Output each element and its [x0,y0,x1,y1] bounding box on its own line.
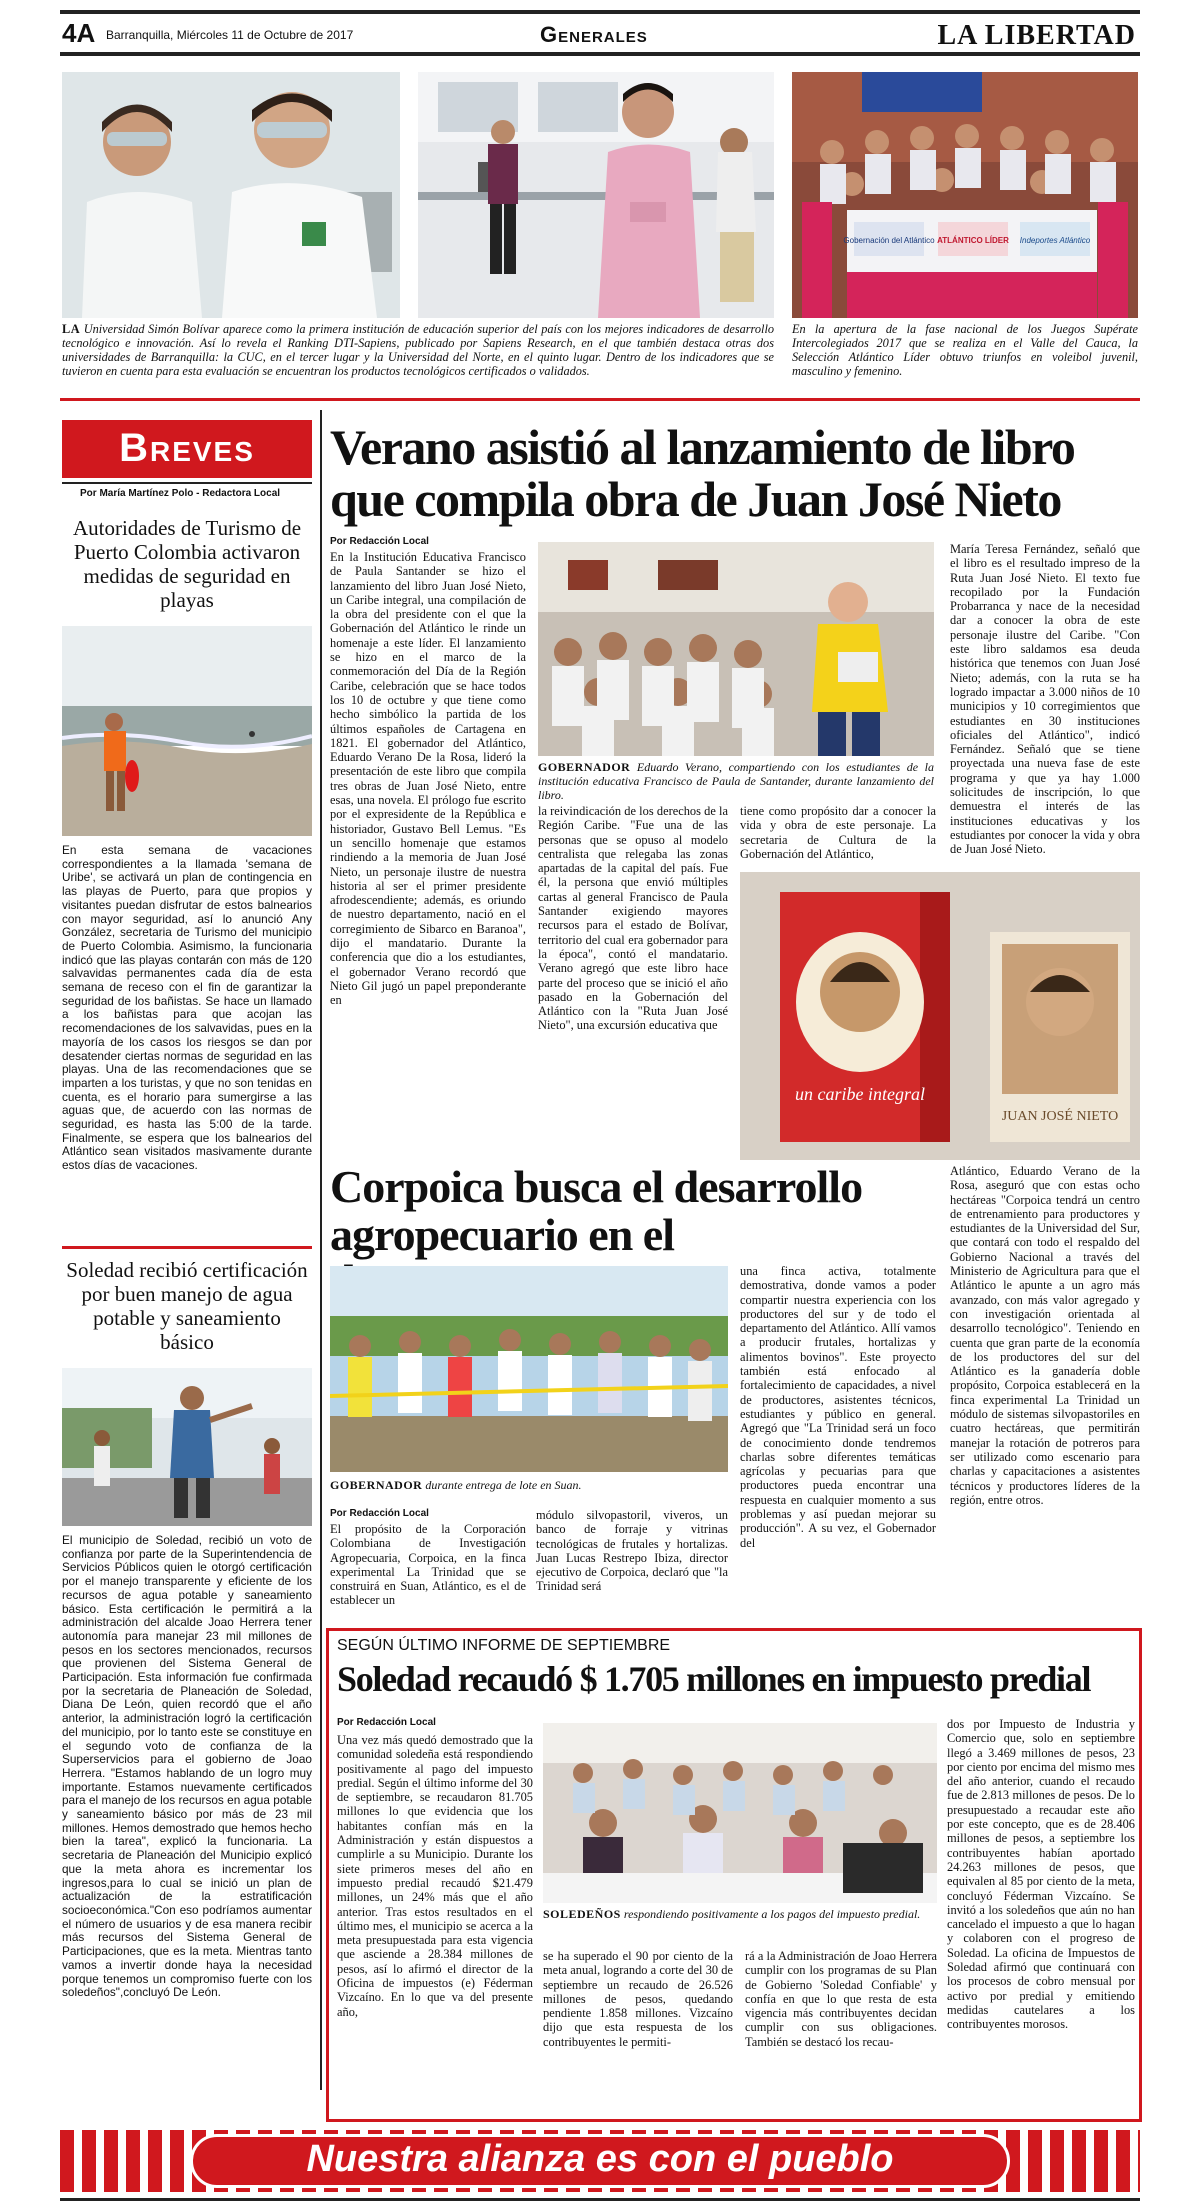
sidebar-separator [320,410,322,2090]
photo-corpoica-ribbon [330,1266,728,1472]
soledad-caption: SOLEDEÑOS respondiendo positivamente a los pagos del impuesto predial. [543,1907,921,1921]
page-number: 4A [62,18,96,48]
book-left-text: un caribe integral [795,1084,925,1104]
soledad-col-4: dos por Impuesto de Industria y Comercio que, solo en septiembre llegó a 3.469 millones de pesos, 23 por ciento por encima del mismo mes del año anterior, cuando el recaudo fue de 2.813 millones de pesos. De lo presupuestado a recaudar este año por este concepto, que es de 28.406 millones de pesos, a septiembre los contribuyentes habían aportado 24.263 millones de pesos, que equivalen al 85 por ciento de la meta, concluyó Féderman Vizcaíno. Se invitó a los soledeños que aún no han cancelado el impuesto a que lo hagan y colaboren con el progreso de Soledad. La oficina de Impuestos de Soledad afirmó que continuará con los procesos de cobro mensual por activo por predial y emitiendo medidas cautelares a los contribuyentes morosos. [947,1717,1135,2032]
banner-text-gobernacion: Gobernación del Atlántico [843,236,935,245]
photo-soledad-taxpayers [543,1723,937,1903]
corpoica-byline: Por Redacción Local [330,1508,429,1519]
verano-col-4: María Teresa Fernández, señaló que el libro es el resultado impreso de la Ruta Juan José Nieto. El texto fue recopilado por la Fundación Probarranca y nace de la necesidad dar a conocer la obra de este personaje ilustre del Caribe. "Con este libro saldamos esa deuda histórica que tenemos con Juan José Nieto; además, con la ruta se ha logrado impactar a 3.000 niños de 10 municipios y 10 corregimientos que estudiantes en 30 instituciones oficiales del Atlántico", indicó Fernández. Señaló que se tiene proyectada una nueva fase de este programa y que ya hay 1.000 solicitudes de inscripción, lo que demuestra el interés de las instituciones educativas y los estudiantes por conocer la vida y obra de Juan José Nieto. [950,542,1140,857]
photo-office [418,72,774,318]
soledad-col-3: rá a la Administración de Joao Herrera cumplir con los programas de su Plan de Gobierno 'Soledad Confiable' y confía en que lo que resta de esta vigencia más contribuyentes decidan cumplir con sus obligaciones. También se destacó los recau- [745,1949,937,2049]
top-section-rule [60,398,1140,401]
verano-headline-1: Verano asistió al lanzamiento de libro [330,419,1075,475]
book-right-text: JUAN JOSÉ NIETO [1001,1109,1119,1124]
photo-beach-lifeguard [62,626,312,836]
verano-article [330,410,1140,1160]
soledad-headline: Soledad recaudó $ 1.705 millones en impuesto predial [337,1659,1091,1699]
corpoica-col-2: módulo silvopastoril, viveros, un banco de forraje y vitrinas tecnológicas de frutales y hortalizas. Juan Lucas Restrepo Ibiza, director ejecutivo de Corpoica, declaró que "la Trinidad será [536,1508,728,1594]
breve-2-body: El municipio de Soledad, recibió un voto de confianza por parte de la Superintendencia de Servicios Públicos quien le otorgó certificación por el manejo transparente y eficiente de los recursos de agua potable y saneamiento básico. Esta certificación le permitirá a la administración del alcalde Joao Herrera tener autonomía para manejar 23 mil millones de pesos en los sectores mencionados, recursos que provienen del Sistema General de Participación. Esta información fue confirmada por la secretaria de Planeación de Soledad, Diana De León, quien recordó que el año anterior, la administración logró la certificación del municipio, por lo tanto este se constituye en el segundo voto de confianza de la Superservicios para el gobierno de Joao Herrera. "Estamos hablando de un logro muy importante. Estamos nuevamente certificados para el manejo de los recursos en agua potable y saneamiento básico por más de 23 mil millones. Hemos demostrado que hemos hecho bien la tarea", explicó la funcionaria. La secretaria de Planeación del Municipio explicó que la meta ahora es incrementar los ingresos,para lo cual se inició un plan de actualización de la estratificación socioeconómica."Con eso podríamos aumentar el número de usuarios y de esa manera recibir más recursos del Sistema General de Participaciones, que es la meta. Mientras tanto vamos a invertir donde haya la necesidad porque tenemos un compromiso fuerte con los soledeños",concluyó De León. [62,1533,312,2000]
photo-soledad-official [62,1368,312,1526]
top-caption-right: En la apertura de la fase nacional de los Juegos Supérate Intercolegiados 2017 que se realiza en el Valle del Cauca, la Selección Atlántico Líder obtuvo triunfos en voleibol juvenil, masculino y femenino. [792,322,1138,378]
dateline: Barranquilla, Miércoles 11 de Octubre de 2017 [106,28,354,42]
header-top-rule [60,10,1140,14]
verano-headline-2: que compila obra de Juan José Nieto [330,471,1061,527]
photo-verano-students [538,542,934,756]
photo-book-juan-jose-nieto [740,872,1140,1160]
verano-col-2: la reivindicación de los derechos de la Región Caribe. "Fue una de las personas que se opuso al modelo centralista que relegaba las zonas apartadas de la capital del país. Fue él, la persona que envió múltiples cartas al general Francisco de Paula Santander exigiendo mayores recursos para el estado de Bolívar, territorio del cual era gobernador para la época", contó el mandatario. Verano agregó que este libro hace parte del proceso que se inició el año pasado en la Gobernación del Atlántico con la "Ruta Juan José Nieto", una excursión educativa que [538,804,728,1033]
breve-1-body: En esta semana de vacaciones correspondientes a la llamada 'semana de Uribe', se activará un plan de contingencia en las playas de Puerto, para que propios y visitantes puedan disfrutar de estos balnearios con mayor seguridad, así lo anunció Any González, secretaria de Turismo del municipio de Puerto Colombia. Asimismo, la funcionaria indicó que las playas contarán con más de 120 salvavidas permanentes cada día de esta semana de receso con el fin de garantizar la seguridad de los bañistas. Se hace un llamado a los bañistas para que acojan las recomendaciones de los salvavidas, pues en la mayoría de los casos los riesgos se dan por desatender ciertas normas de seguridad en las playas. Una de las recomendaciones que se imparten a los turistas, y que no son tenidas en cuenta, es el horario para sumergirse a las aguas que, de acuerdo con las normas de seguridad, es hasta las 5:00 de la tarde. Finalmente, se espera que los balnearios del Atlántico sean visitados masivamente durante estos días de vacaciones. [62,843,312,1173]
footer-banner [60,2130,1140,2192]
corpoica-col-1: El propósito de la Corporación Colombiana de Investigación Agropecuaria, Corpoica, en la finca experimental La Trinidad que se construirá en Suan, Atlántico, es el de establecer un [330,1522,526,1608]
masthead: LA LIBERTAD [937,20,1136,51]
photo-team [792,72,1138,318]
footer-slogan: Nuestra alianza es con el pueblo [306,2138,894,2180]
banner-text-atlantico-lider: ATLÁNTICO LÍDER [937,236,1009,245]
soledad-col-2: se ha superado el 90 por ciento de la meta anual, logrando a corte del 30 de septiembre un recaudo de 26.526 millones de pesos, quedando pendiente 1.858 millones. Vizcaíno dijo que esta respuesta de los contribuyentes le permiti- [543,1949,733,2049]
top-caption-left-lead: LA [62,322,81,336]
corpoica-caption: GOBERNADOR durante entrega de lote en Suan. [330,1478,582,1492]
breves-divider [62,1246,312,1249]
corpoica-col-3: una finca activa, totalmente demostrativa, donde vamos a poder compartir nuestra experiencia con los productores del sur y de todo el departamento del Atlántico. Allí vamos a producir frutales, hortalizas y alimentos bovinos". Este proyecto también está enfocado al fortalecimiento de capacidades, a nivel de productores, asistentes técnicos, estudiantes y público en general. Agregó que "La Trinidad será un foco de conocimiento donde tendremos charlas sobre diferentes temáticas agrícolas y pecuarias para que productores pueda encontrar una respuesta en cualquier momento a sus problemas y así puedan mejorar su producción". A su vez, el Gobernador del [740,1264,936,1550]
breves-sidebar [62,410,312,2132]
verano-byline: Por Redacción Local [330,536,429,547]
breves-byline: Por María Martínez Polo - Redactora Local [80,488,281,499]
soledad-kicker: SEGÚN ÚLTIMO INFORME DE SEPTIEMBRE [337,1637,671,1654]
top-caption-left: LA Universidad Simón Bolívar aparece como la primera institución de educación superior del país con los mejores indicadores de desarrollo tecnológico e innovación. Así lo revela el Ranking DTI-Sapiens, publicado por Sapiens Research, en el que también destaca otras dos universidades de Barranquilla: la CUC, en el tercer lugar y la Universidad del Norte, en el quinto lugar. Dentro de los indicadores que se tuvieron en cuenta para esta evaluación se encuentran los productos tecnológicos certificados o validados. [62,322,775,378]
corpoica-article [330,1160,1140,1620]
header-bottom-rule [60,52,1140,56]
breve-2-title: Soledad recibió certificación por buen manejo de agua potable y saneamiento básico [66,1258,308,1354]
banner-text-indeportes: Indeportes Atlántico [1019,236,1091,245]
verano-caption: GOBERNADOR Eduardo Verano, compartiendo con los estudiantes de la institución educativa Francisco de Paula de Santander, durante lanzamiento del libro. [538,760,934,802]
corpoica-headline-2: agropecuario en el [330,1209,674,1260]
corpoica-col-4: Atlántico, Eduardo Verano de la Rosa, aseguró que con estas ocho hectáreas "Corpoica tendrá un centro de entrenamiento para productores y estudiantes de la Universidad del Sur, que contará con todo el respaldo del Gobierno Nacional a través del Ministerio de Agricultura para que el Atlántico le apunte a un agro más avanzado, con más valor agregado y con investigación orientada al desarrollo tecnológico". Teniendo en cuenta que gran parte de la economía de los productores del sur del Atlántico es la ganadería doble propósito, Corpoica establecerá en la finca experimental La Trinidad un módulo de sistemas silvopastoriles en cuatro hectáreas, que permitirán manejar la rotación de potreros para ser utilizado como escenario para charlas y capacitaciones a asistentes técnicos y productores líderes de la región, entre otros. [950,1164,1140,1507]
header [60,18,1140,52]
soledad-byline: Por Redacción Local [337,1717,436,1728]
section-name: Generales [540,22,648,47]
corpoica-headline-1: Corpoica busca el desarrollo [330,1161,863,1212]
photo-students-lab [62,72,400,318]
soledad-article-box [326,1628,1142,2122]
breve-1-title: Autoridades de Turismo de Puerto Colombia activaron medidas de seguridad en playas [72,516,302,612]
breves-title: Breves [119,426,255,470]
verano-col-3: tiene como propósito dar a conocer la vida y obra de este personaje. La secretaria de Cultura de la Gobernación del Atlántico, [740,804,936,861]
verano-col-1: En la Institución Educativa Francisco de Paula Santander se hizo el lanzamiento del libro Juan José Nieto, un Caribe integral, una compilación de la obra del presidente con el que la Gobernación del Atlántico le rinde un homenaje a este líder. El lanzamiento se hizo en el marco de la conmemoración del Día de la Región Caribe, celebración que se hace todos los 10 de octubre y que tiene como hecho simbólico la partida de los últimos españoles de Cartagena en 1821. El gobernador del Atlántico, Eduardo Verano De la Rosa, lideró la presentación de este libro que compila tres obras de Juan José Nieto, entre esas, una novela. El prólogo fue escrito por el expresidente de la República e historiador, Gustavo Bell Lemus. "Es un sencillo homenaje que estamos rindiendo a la memoria de Juan José Nieto, un personaje ilustre de nuestra historia al ser el primer presidente afrodescendiente; además, es oriundo de nuestro departamento, nació en el corregimiento de Sibarco en Baranoa", dijo el mandatario. Durante la conferencia que dio a los estudiantes, el gobernador Verano recordó que Nieto Gil jugó un papel preponderante en [330,550,526,1008]
footer-bottom-rule [60,2198,1140,2201]
soledad-col-1: Una vez más quedó demostrado que la comunidad soledeña está respondiendo positivamente al pago del impuesto predial. Según el último informe del 30 de septiembre, se recaudaron 81.705 millones lo que evidencia que los habitantes confían más en la Administración y están dispuestos a cumplirle a su Municipio. Durante los siete primeros meses del año en impuesto predial recaudó $21.479 millones, un 24% más que el año anterior. Tras estos resultados en el último mes, el municipio se acerca a la meta presupuestada para esta vigencia que asciende a 28.384 millones de pesos, así lo afirmó el director de la Oficina de impuestos (e) Féderman Vizcaíno. En lo que va del presente año, [337,1733,533,2019]
